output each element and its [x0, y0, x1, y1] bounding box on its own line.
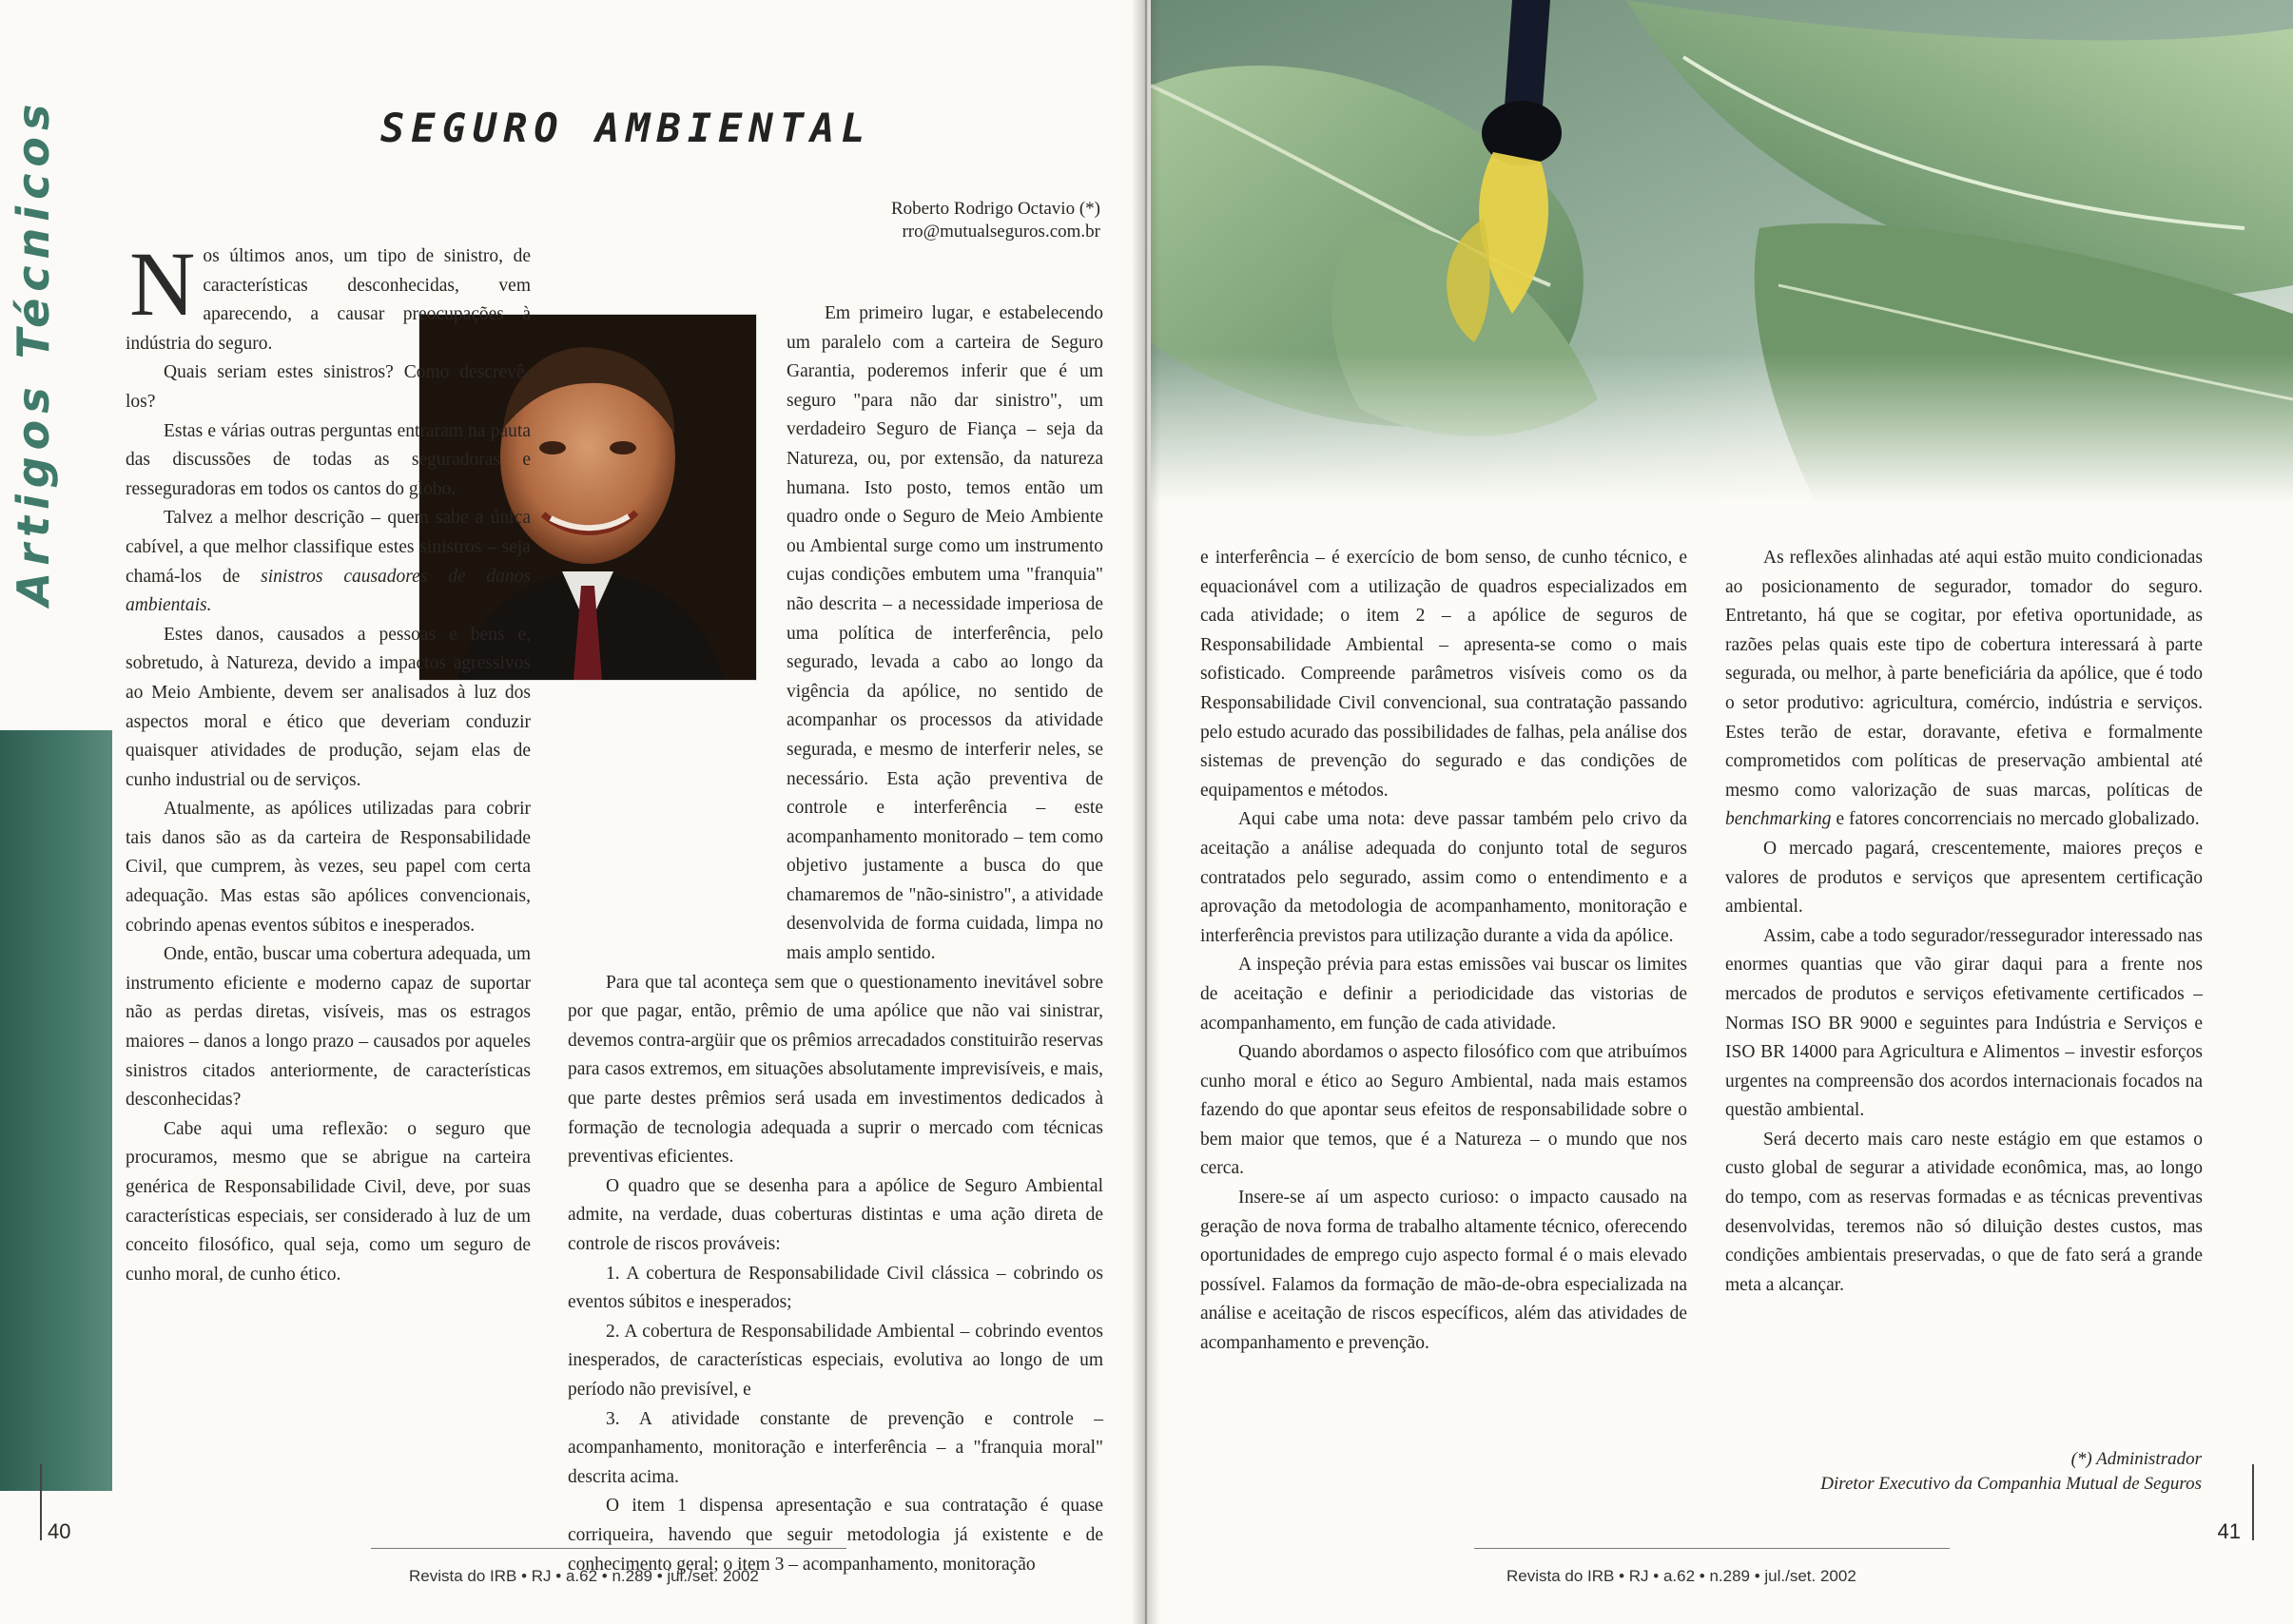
footer-right: Revista do IRB • RJ • a.62 • n.289 • jul./set. 2002	[1506, 1567, 1856, 1585]
list-item-1: 1. A cobertura de Responsabilidade Civil clássica – cobrindo os eventos súbitos e inesperados;	[568, 1263, 1103, 1313]
footnote-line-1: (*) Administrador	[2070, 1449, 2202, 1469]
list-item-3: 3. A atividade constante de prevenção e controle – acompanhamento, monitoração e interferência – a "franquia moral" descrita acima.	[568, 1408, 1103, 1487]
page-number-right: 41	[2217, 1519, 2241, 1543]
paragraph-8: Cabe aqui uma reflexão: o seguro que procuramos, mesmo que se abrigue na carteira genérica de Responsabilidade Civil, deve, por suas características especiais, ser considerado à luz de um conceito filosófico, qual seja, como um seguro de cunho moral, de cunho ético.	[126, 1118, 531, 1285]
leaf-photo	[1151, 0, 2293, 504]
plant-leaves-illustration	[1151, 0, 2293, 504]
spine-shadow	[1132, 0, 1160, 1624]
paragraph-16: Quando abordamos o aspecto filosófico com que atribuímos cunho moral e ético ao Seguro Ambiental, nada mais estamos fazendo do que apontar seus efeitos de responsabilidade sobre o bem maior que temos, que é a Natureza – o mundo que nos cerca.	[1200, 1042, 1687, 1179]
column-right-2	[1725, 544, 2203, 1300]
paragraph-9: Em primeiro lugar, e estabelecendo um paralelo com a carteira de Seguro Garantia, poderemos inferir que é um seguro "para não dar sinistro", um verdadeiro Seguro de Fiança – seja da Natureza, ou, por extensão, da natureza humana. Isto posto, temos então um quadro onde o Seguro de Meio Ambiente ou Ambiental surge como um instrumento cujas condições embutem uma "franquia" não descrita – a necessidade imperiosa de uma política de interferência, pelo segurado, levada a cabo ao longo da vigência da apólice, no sentido de acompanhar os processos da atividade segurada, e mesmo de interferir neles, se necessário. Esta ação preventiva de controle e interferência – este acompanhamento monitorado – tem como objetivo justamente a busca do que chamaremos de "não-sinistro", a atividade desenvolvida de forma cuidada, limpa no mais amplo sentido.	[787, 303, 1103, 964]
section-color-bar	[0, 730, 112, 1491]
paragraph-5: Estes danos, causados a pessoas e bens e, sobretudo, à Natureza, devido a impactos agressivos ao Meio Ambiente, devem ser analisados à luz dos aspectos moral e ético que deveriam conduzir quaisquer atividades de produção, sejam elas de cunho industrial ou de serviços.	[126, 624, 531, 790]
paragraph-12: O item 1 dispensa apresentação e sua contratação é quase corriqueira, havendo que seguir metodologia já existente e de conhecimento geral; o item 3 – acompanhamento, monitoração	[568, 1496, 1103, 1575]
folio-mark-right	[2252, 1464, 2254, 1540]
section-label: Artigos Técnicos	[8, 97, 59, 607]
paragraph-3: Estas e várias outras perguntas entraram na pauta das discussões de todas as seguradoras e resseguradoras em todos os cantos do globo.	[126, 420, 531, 499]
drop-cap: N	[129, 233, 196, 335]
paragraph-20: Assim, cabe a todo segurador/ressegurador interessado nas enormes quantias que vão girar daqui para a frente nos mercados de produtos e serviços efetivamente certificados – Normas ISO BR 9000 e seguintes para Indústria e Serviços e ISO BR 14000 para Agricultura e Alimentos – investir esforços urgentes na compreensão dos acordos internacionais focados na questão ambiental.	[1725, 925, 2203, 1121]
folio-mark-left	[40, 1464, 42, 1540]
paragraph-1: Nos últimos anos, um tipo de sinistro, de características desconhecidas, vem aparecendo, a causar preocupações à indústria do seguro.	[126, 233, 531, 354]
section-tab	[0, 38, 67, 666]
author-block	[891, 198, 1100, 243]
paragraph-13: e interferência – é exercício de bom senso, de cunho técnico, e equacionável com a utilização de quadros especializados em cada atividade; o item 2 – a apólice de seguros de Responsabilidade Ambiental – apresenta-se como o mais sofisticado. Compreende parâmetros visíveis como os da Responsabilidade Civil convencional, sua contratação passando pelo estudo acurado das possibilidades de falhas, pela análise dos sistemas de prevenção do segurado e das condições de equipamentos e métodos.	[1200, 548, 1687, 801]
paragraph-4: Talvez a melhor descrição – quem sabe a única cabível, a que melhor classifique estes sinistros – seja chamá-los de sinistros causadores de danos ambientais.	[126, 508, 532, 616]
paragraph-17: Insere-se aí um aspecto curioso: o impacto causado na geração de nova forma de trabalho altamente técnico, oferecendo oportunidades de emprego cujo aspecto formal é o mais elevado possível. Falamos da formação de mão-de-obra especializada na análise e aceitação de riscos específicos, além das atividades de acompanhamento e prevenção.	[1200, 1188, 1687, 1354]
paragraph-6: Atualmente, as apólices utilizadas para cobrir tais danos são as da carteira de Responsabilidade Civil, que cumprem, às vezes, seu papel com certa adequação. Mas estas são apólices convencionais, cobrindo apenas eventos súbitos e inesperados.	[126, 799, 531, 936]
list-item-2: 2. A cobertura de Responsabilidade Ambiental – cobrindo eventos inesperados, de características especiais, evolutiva ao longo de um período não previsível, e	[568, 1321, 1103, 1400]
footer-rule-left	[371, 1548, 846, 1549]
footer-rule-right	[1474, 1548, 1950, 1549]
paragraph-7: Onde, então, buscar uma cobertura adequada, um instrumento eficiente e moderno capaz de suportar não as perdas diretas, visíveis, mas os estragos maiores – danos a longo prazo – causados por aqueles sinistros citados anteriormente, de características desconhecidas?	[126, 944, 531, 1111]
author-name: Roberto Rodrigo Octavio (*)	[890, 199, 1100, 219]
author-email: rro@mutualseguros.com.br	[902, 222, 1100, 242]
paragraph-10: Para que tal aconteça sem que o questionamento inevitável sobre por que pagar, então, prêmio de uma apólice que não vai sinistrar, devemos contra-argüir que os prêmios arrecadados constituirão reservas para casos extremos, em situações absolutamente imprevisíveis, e mais, que parte destes prêmios será usada em investimentos dedicados à formação de tecnologia adequada a suprir o mercado com técnicas preventivas eficientes.	[568, 972, 1103, 1168]
paragraph-2: Quais seriam estes sinistros? Como descrevê-los?	[126, 362, 531, 412]
paragraph-11: O quadro que se desenha para a apólice de Seguro Ambiental admite, na verdade, duas coberturas distintas e uma ação direta de controle de riscos prováveis:	[568, 1175, 1103, 1254]
footnote-line-2: Diretor Executivo da Companhia Mutual de Seguros	[1820, 1474, 2202, 1494]
page-number-left: 40	[48, 1519, 71, 1543]
left-page	[0, 0, 1146, 1624]
article-title: SEGURO AMBIENTAL	[380, 105, 872, 151]
author-footnote	[1820, 1447, 2202, 1497]
paragraph-15: A inspeção prévia para estas emissões vai buscar os limites de aceitação e definir a periodicidade das vistorias de acompanhamento, em função de cada atividade.	[1200, 955, 1687, 1034]
column-middle	[568, 300, 1103, 1579]
paragraph-19: O mercado pagará, crescentemente, maiores preços e valores de produtos e serviços que apresentem certificação ambiental.	[1725, 838, 2203, 918]
column-left	[126, 233, 532, 1289]
paragraph-21: Será decerto mais caro neste estágio em que estamos o custo global de segurar a atividade econômica, mas, ao longo do tempo, com as reservas formadas e as técnicas preventivas desenvolvidas, teremos não só diluição destes custos, mas condições ambientais preservadas, o que de fato será a grande meta a alcançar.	[1725, 1129, 2203, 1295]
column-right-1	[1200, 544, 1687, 1359]
paragraph-18: As reflexões alinhadas até aqui estão muito condicionadas ao posicionamento de segurador, tomador do seguro. Entretanto, há que se cogitar, por efetiva oportunidade, as razões pelas quais este tipo de cobertura interessará à parte segurada, ou melhor, à parte beneficiária da apólice, que é todo o setor produtivo: agricultura, comércio, indústria e serviços. Estes terão de estar, doravante, efetiva e formalmente comprometidos com políticas de preservação ambiental até mesmo como valorização de suas marcas, políticas de benchmarking e fatores concorrenciais no mercado globalizado.	[1725, 548, 2203, 830]
footer-left: Revista do IRB • RJ • a.62 • n.289 • jul./set. 2002	[409, 1567, 759, 1585]
paragraph-14: Aqui cabe uma nota: deve passar também pelo crivo da aceitação a análise adequada do conjunto total de seguros contratados pelo segurado, assim como o entendimento e a aprovação da metodologia de acompanhamento, monitoração e interferência previstos para utilização durante a vida da apólice.	[1200, 809, 1687, 946]
